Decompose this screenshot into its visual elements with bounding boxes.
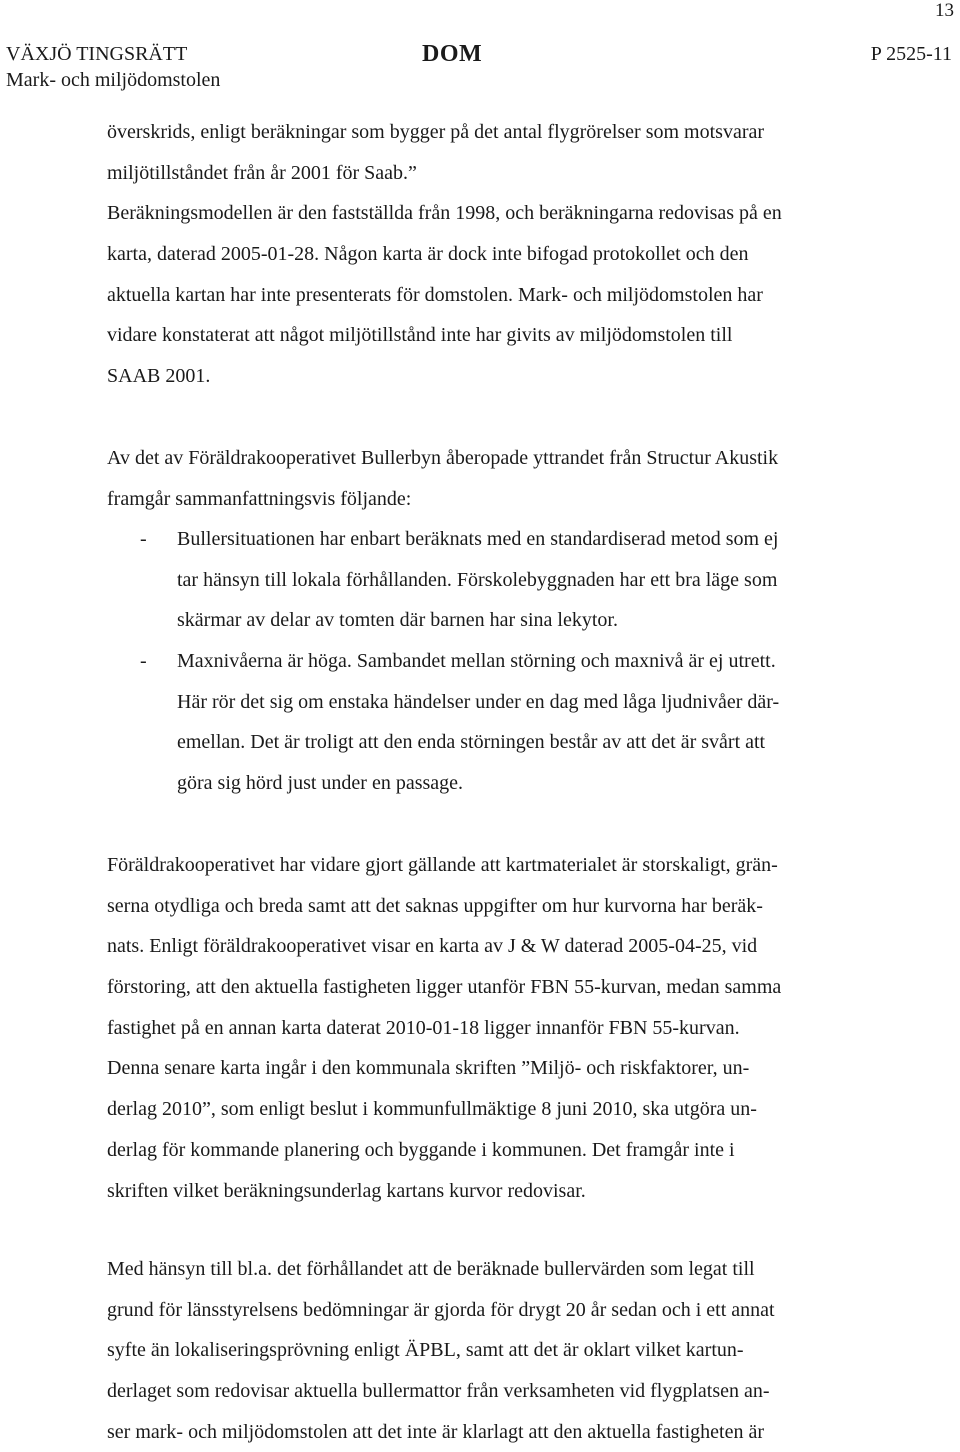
paragraph-1 xyxy=(107,112,907,397)
page-number: 13 xyxy=(935,0,954,21)
text-line: skärmar av delar av tomten där barnen har sina lekytor. xyxy=(177,609,618,632)
text-line: Maxnivåerna är höga. Sambandet mellan störning och maxnivå är ej utrett. xyxy=(177,650,776,673)
list-dash: - xyxy=(140,650,147,673)
text-line: syfte än lokaliseringsprövning enligt ÄPBL, samt att det är oklart vilket kartun- xyxy=(107,1339,744,1362)
text-line: Här rör det sig om enstaka händelser under en dag med låga ljudnivåer där- xyxy=(177,690,780,713)
document-type: DOM xyxy=(422,41,483,67)
paragraph-4 xyxy=(107,1249,907,1452)
text-line: karta, daterad 2005-01-28. Någon karta är dock inte bifogad protokollet och den xyxy=(107,243,749,266)
list-dash: - xyxy=(140,528,147,550)
text-line: aktuella kartan har inte presenterats för domstolen. Mark- och miljödomstolen har xyxy=(107,283,763,306)
bullet-list xyxy=(140,519,920,804)
text-line: derlag för kommande planering och byggande i kommunen. Det framgår inte i xyxy=(107,1138,735,1161)
text-line: fastighet på en annan karta daterat 2010-01-18 ligger innanför FBN 55-kurvan. xyxy=(107,1016,740,1039)
text-line: serna otydliga och breda samt att det saknas uppgifter om hur kurvorna har beräk- xyxy=(107,894,763,917)
text-line: göra sig hörd just under en passage. xyxy=(177,772,464,795)
paragraph-2 xyxy=(107,438,907,519)
text-line: Föräldrakooperativet har vidare gjort gällande att kartmaterialet är storskaligt, grän- xyxy=(107,854,778,876)
text-line: förstoring, att den aktuella fastigheten ligger utanför FBN 55-kurvan, medan samma xyxy=(107,976,782,999)
department-name: Mark- och miljödomstolen xyxy=(6,69,221,91)
text-line: framgår sammanfattningsvis följande: xyxy=(107,487,412,510)
text-line: Med hänsyn till bl.a. det förhållandet att de beräknade bullervärden som legat till xyxy=(107,1258,755,1280)
text-line: Denna senare karta ingår i den kommunala skriften ”Miljö- och riskfaktorer, un- xyxy=(107,1057,750,1080)
text-line: överskrids, enligt beräkningar som bygger på det antal flygrörelser som motsvarar xyxy=(107,121,765,143)
text-line: SAAB 2001. xyxy=(107,365,211,388)
list-item xyxy=(140,519,920,641)
text-line: vidare konstaterat att något miljötillstånd inte har givits av miljödomstolen till xyxy=(107,324,733,347)
list-item xyxy=(140,641,920,804)
court-name: VÄXJÖ TINGSRÄTT xyxy=(6,43,188,65)
text-line: nats. Enligt föräldrakooperativet visar en karta av J & W daterad 2005-04-25, vid xyxy=(107,935,758,958)
text-line: derlaget som redovisar aktuella bullermattor från verksamheten vid flygplatsen an- xyxy=(107,1380,770,1403)
text-line: derlag 2010”, som enligt beslut i kommunfullmäktige 8 juni 2010, ska utgöra un- xyxy=(107,1098,757,1121)
text-line: Av det av Föräldrakooperativet Bullerbyn åberopade yttrandet från Structur Akustik xyxy=(107,447,779,469)
text-line: skriften vilket beräkningsunderlag kartans kurvor redovisar. xyxy=(107,1179,586,1202)
case-number: P 2525-11 xyxy=(870,43,952,65)
text-line: Beräkningsmodellen är den fastställda från 1998, och beräkningarna redovisas på en xyxy=(107,202,782,225)
text-line: tar hänsyn till lokala förhållanden. Förskolebyggnaden har ett bra läge som xyxy=(177,568,778,591)
text-line: ser mark- och miljödomstolen att det inte är klarlagt att den aktuella fastigheten är xyxy=(107,1420,764,1443)
text-line: miljötillståndet från år 2001 för Saab.” xyxy=(107,161,417,184)
text-line: grund för länsstyrelsens bedömningar är gjorda för drygt 20 år sedan och i ett annat xyxy=(107,1298,775,1321)
text-line: Bullersituationen har enbart beräknats med en standardiserad metod som ej xyxy=(177,528,779,550)
text-line: emellan. Det är troligt att den enda störningen består av att det är svårt att xyxy=(177,731,766,754)
paragraph-3 xyxy=(107,845,907,1211)
